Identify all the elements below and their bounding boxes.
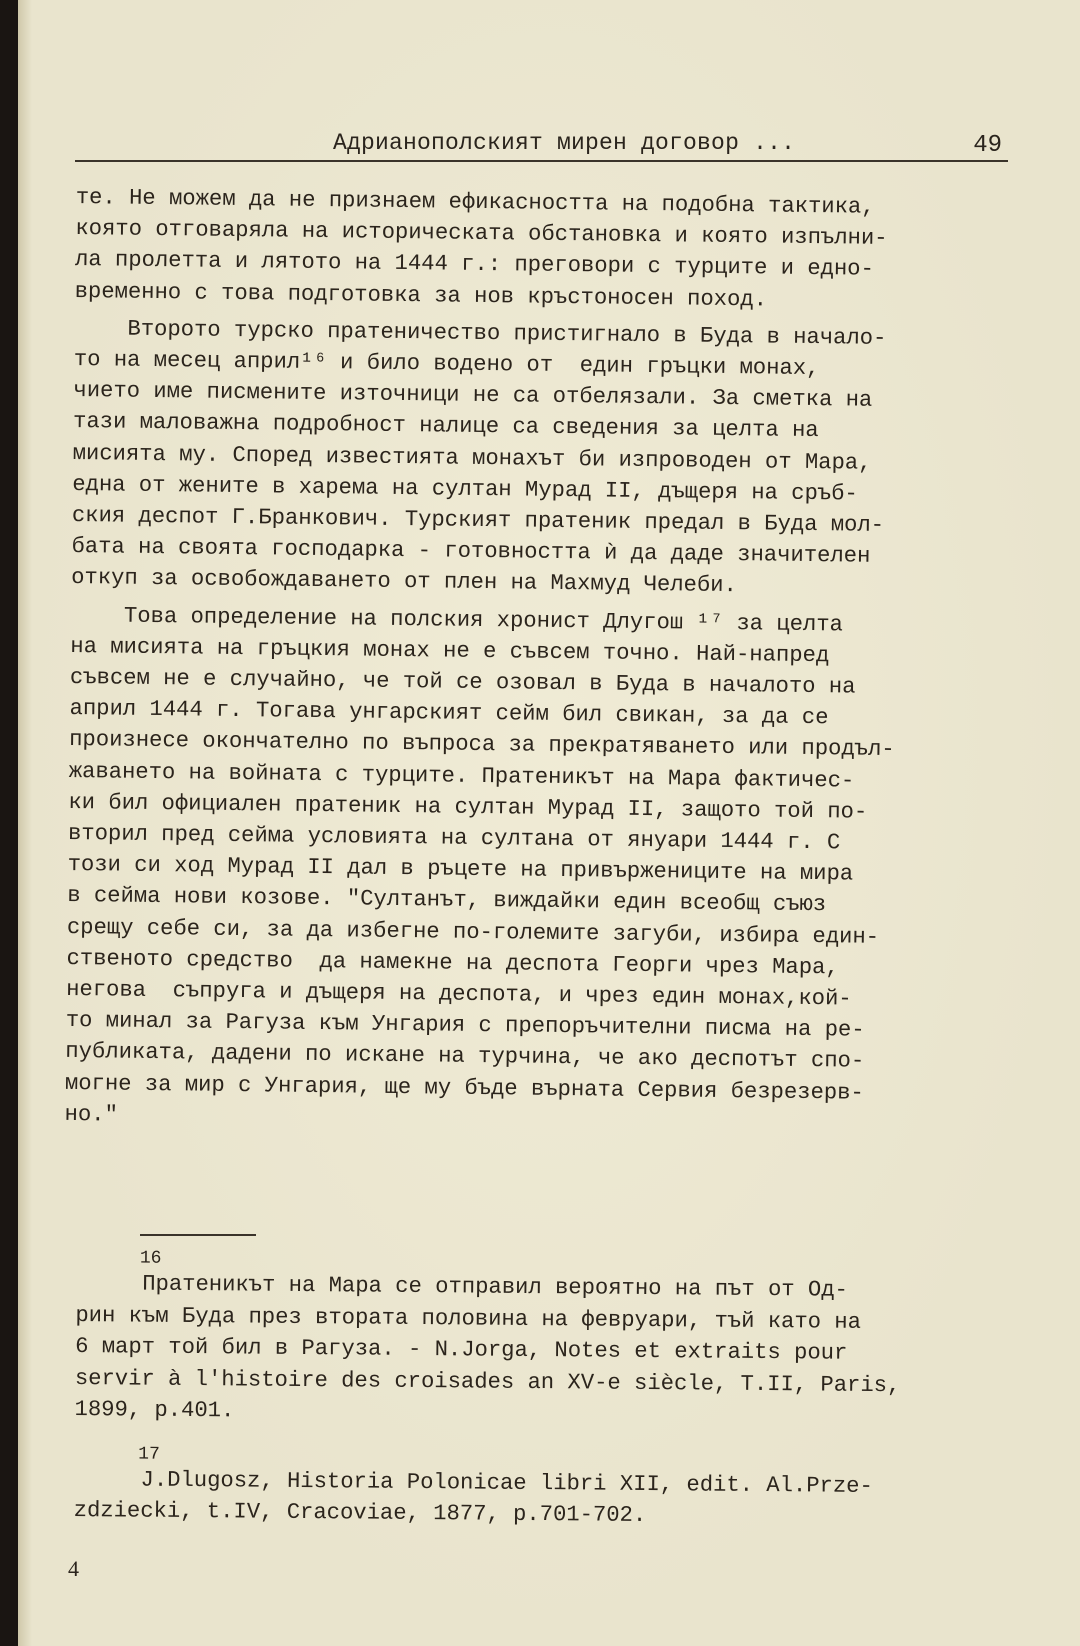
document-page: [18, 0, 1080, 1646]
footnote-16: [74, 1248, 1021, 1434]
text-line: тази маловажна подробност налице са сведения за целта на: [72, 409, 819, 444]
text-line: ския деспот Г.Бранкович. Турският пратеник предал в Буда мол-: [71, 503, 885, 538]
footnote-line: servir à l'histoire des croisades an XV-e siècle, T.II, Paris,: [74, 1365, 901, 1398]
footnote-line: рин към Буда през втората половина на февруари, тъй като на: [75, 1302, 862, 1335]
footnote-line: zdziecki, t.IV, Cracoviae, 1877, p.701-702.: [73, 1497, 647, 1528]
footnote-line: 6 март той бил в Рагуза. - N.Jorga, Notes et extraits pour: [75, 1333, 848, 1366]
text-line: една от жените в харема на султан Мурад II, дъщеря на сръб-: [72, 471, 858, 507]
text-line: съвсем не е случайно, че той се озовал в Буда в началото на: [69, 665, 856, 700]
text-line: ственото средство да намекне на деспота Георги чрез Мара,: [66, 945, 839, 981]
text-line: то минал за Рагуза към Унгария с препоръчителни писма на ре-: [65, 1008, 865, 1043]
text-line: негова съпруга и дъщеря на деспота, и чрез един монах,кой-: [65, 977, 852, 1012]
footnote-separator: [140, 1234, 256, 1236]
text-line: в сейма нови козове. "Султанът, виждайки един всеобщ съюз: [67, 883, 827, 918]
text-line: Второто турско пратеничество пристигнало в Буда в начало-: [74, 315, 887, 351]
text-line: те. Не можем да не признаем ефикасността на подобна тактика,: [75, 184, 875, 220]
paragraph: [64, 600, 1015, 1142]
text-line: вторил пред сейма условията на султана от януари 1444 г. С: [67, 821, 841, 856]
text-line: ки бил официален пратеник на султан Мурад II, защото той по-: [68, 789, 868, 825]
text-line: на мисията на гръцкия монах не е съвсем точно. Най-напред: [70, 633, 830, 669]
footnote-number: 16: [139, 1248, 162, 1269]
text-line: бата на своята господарка - готовността ѝ да даде значителен: [71, 534, 871, 569]
footnote-line: J.Dlugosz, Historia Polonicae libri XII, edit. Al.Prze-: [73, 1466, 873, 1499]
text-line: мисията му. Според известията монахът би изпроводен от Мара,: [72, 440, 872, 476]
text-line: април 1444 г. Тогава унгарският сейм бил свикан, за да се: [69, 696, 829, 731]
main-text: [64, 182, 1021, 1142]
text-line: Това определение на полския хронист Длугош ¹⁷ за целта: [70, 602, 844, 638]
footnote-17: [74, 1443, 1020, 1534]
footnote-line: 1899, p.401.: [74, 1396, 235, 1424]
text-line: временно с това подготовка за нов кръстоносен поход.: [74, 278, 768, 313]
page-binding-shadow: [18, 0, 32, 1646]
text-line: този си ход Мурад II дал в ръцете на привържениците на мира: [67, 852, 854, 887]
text-line: срещу себе си, за да избегне по-големите загуби, избира един-: [66, 914, 880, 950]
text-line: която отговаряла на историческата обстановка и която изпълни-: [75, 216, 888, 252]
text-line: публиката, дадени по искане на турчина, че ако деспотът спо-: [65, 1039, 865, 1075]
footnote-number: 17: [138, 1444, 160, 1465]
text-line: могне за мир с Унгария, ще му бъде върната Сервия безрезерв-: [64, 1070, 864, 1106]
footnote-line: Пратеникът на Мара се отправил вероятно на път от Од-: [75, 1270, 849, 1303]
paragraph: [74, 182, 1020, 318]
page-header: [75, 128, 1008, 162]
text-line: откуп за освобождаването от плен на Махмуд Челеби.: [71, 565, 738, 599]
text-line: жаването на войната с турците. Пратеникът на Мара фактичес-: [68, 758, 855, 794]
footnotes: [73, 1248, 1021, 1553]
header-rule: [75, 160, 1008, 162]
text-line: то на месец април¹⁶ и било водено от един гръцки монах,: [73, 347, 820, 382]
signature-mark: 4: [68, 1556, 79, 1581]
page-number: 49: [973, 132, 1002, 159]
running-title: Адрианополският мирен договор ...: [333, 130, 796, 156]
text-line: чието име писмените източници не са отбелязали. За сметка на: [73, 378, 873, 413]
text-line: произнесе окончателно по въпроса за прекратяването или продъл-: [69, 727, 895, 763]
text-line: ла пролетта и лятото на 1444 г.: преговори с турците и едно-: [74, 247, 875, 283]
text-line: но.": [64, 1101, 119, 1128]
paragraph: [71, 313, 1019, 605]
